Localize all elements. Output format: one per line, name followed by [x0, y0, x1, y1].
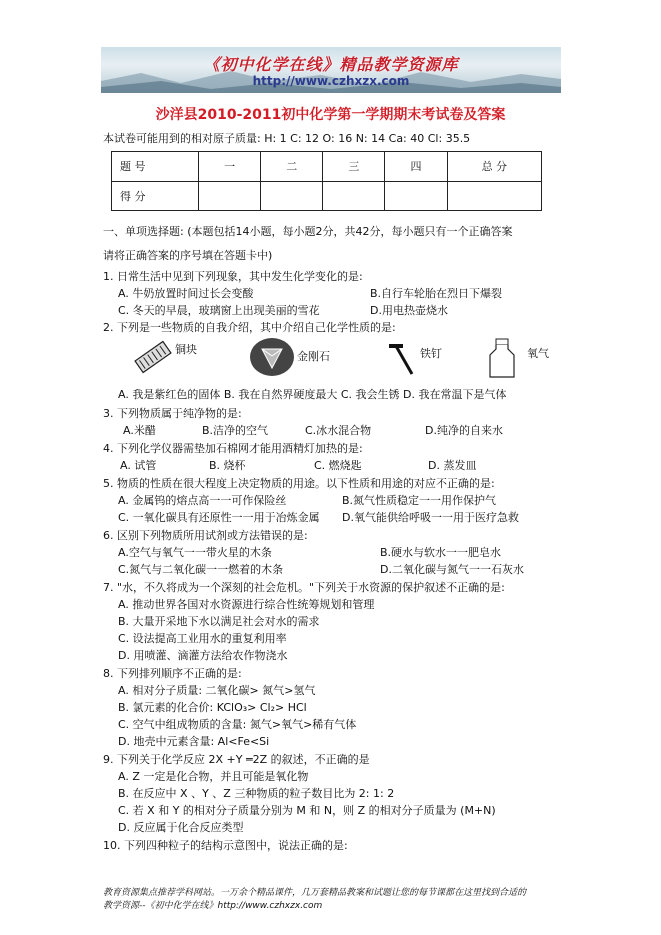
banner-url[interactable]: http://www.czhxzx.com	[252, 74, 410, 88]
iron-nail-image	[385, 338, 421, 378]
table-cell: 一	[199, 152, 261, 182]
oxygen-bottle-image	[487, 337, 517, 379]
q2-label-diamond: 金刚石	[297, 350, 330, 363]
q6-stem: 6. 区别下列物质所用试剂或方法错误的是:	[103, 529, 308, 542]
q4-stem: 4. 下列化学仪器需垫加石棉网才能用酒精灯加热的是:	[103, 442, 363, 455]
q8-option-c: C. 空气中组成物质的含量: 氮气>氧气>稀有气体	[118, 718, 357, 731]
copper-block-image	[130, 338, 176, 376]
q2-label-oxygen: 氧气	[527, 347, 549, 360]
q6-option-b: B.硬水与软水一一肥皂水	[380, 546, 502, 559]
table-cell: 总 分	[447, 152, 541, 182]
q2-label-nail: 铁钉	[420, 347, 442, 360]
header-banner	[101, 47, 561, 93]
q5-option-c: C. 一氧化碳具有还原性一一用于冶炼金属	[118, 511, 320, 524]
q9-option-a: A. Z 一定是化合物，并且可能是氧化物	[118, 770, 309, 783]
q8-option-a: A. 相对分子质量: 二氧化碳> 氮气>氢气	[118, 684, 316, 697]
q8-stem: 8. 下列排列顺序不正确的是:	[103, 667, 242, 680]
q8-option-d: D. 地壳中元素含量: Al<Fe<Si	[118, 735, 270, 748]
q7-option-a: A. 推动世界各国对水资源进行综合性统筹规划和管理	[118, 598, 375, 611]
q5-stem: 5. 物质的性质在很大程度上决定物质的用途。以下性质和用途的对应不正确的是:	[103, 477, 495, 490]
score-table	[111, 151, 542, 211]
footer-line-2[interactable]: 教学资源--《初中化学在线》http://www.czhxzx.com	[103, 901, 323, 911]
atomic-masses: 本试卷可能用到的相对原子质量: H: 1 C: 12 O: 16 N: 14 Ca: 40 Cl: 35.5	[103, 132, 471, 145]
q4-option-d: D. 蒸发皿	[428, 459, 477, 472]
diamond-image	[248, 336, 296, 378]
banner-title: 《初中化学在线》精品教学资源库	[203, 55, 459, 74]
score-input-cell[interactable]	[261, 181, 323, 211]
q6-option-c: C.氮气与二氧化碳一一燃着的木条	[118, 563, 284, 576]
q1-option-d: D.用电热壶烧水	[370, 304, 448, 317]
table-row	[112, 181, 542, 211]
q1-option-a: A. 牛奶放置时间过长会变酸	[118, 287, 254, 300]
table-cell: 二	[261, 152, 323, 182]
q1-option-c: C. 冬天的早晨，玻璃窗上出现美丽的雪花	[118, 304, 320, 317]
score-input-cell[interactable]	[323, 181, 385, 211]
q4-option-b: B. 烧杯	[209, 459, 246, 472]
q9-option-b: B. 在反应中 X 、Y 、Z 三种物质的粒子数目比为 2: 1: 2	[118, 787, 395, 800]
q6-option-a: A.空气与氧气一一带火星的木条	[118, 546, 272, 559]
q1-option-b: B.自行车轮胎在烈日下爆裂	[370, 287, 503, 300]
page-footer	[103, 887, 526, 913]
q4-option-c: C. 燃烧匙	[314, 459, 362, 472]
score-input-cell[interactable]	[199, 181, 261, 211]
q1-stem: 1. 日常生活中见到下列现象，其中发生化学变化的是:	[103, 270, 363, 283]
section-heading-cont: 请将正确答案的序号填在答题卡中)	[103, 249, 273, 262]
q3-option-a: A.米醋	[123, 424, 156, 437]
q3-option-c: C.冰水混合物	[305, 424, 372, 437]
q9-option-c: C. 若 X 和 Y 的相对分子质量分别为 M 和 N，则 Z 的相对分子质量为 (M+N)	[118, 804, 496, 817]
q9-option-d: D. 反应属于化合反应类型	[118, 821, 244, 834]
q7-option-b: B. 大量开采地下水以满足社会对水的需求	[118, 615, 320, 628]
table-cell: 四	[385, 152, 447, 182]
q6-option-d: D.二氧化碳与氮气一一石灰水	[380, 563, 524, 576]
q4-option-a: A. 试管	[120, 459, 157, 472]
table-cell: 三	[323, 152, 385, 182]
q3-option-b: B.洁净的空气	[202, 424, 269, 437]
q2-options: A. 我是紫红色的固体 B. 我在自然界硬度最大 C. 我会生锈 D. 我在常温下是气体	[118, 388, 507, 401]
q5-option-b: B.氮气性质稳定一一用作保护气	[342, 494, 497, 507]
table-cell: 得 分	[112, 181, 199, 211]
q3-option-d: D.纯净的自来水	[425, 424, 503, 437]
score-input-cell[interactable]	[385, 181, 447, 211]
q2-label-copper: 铜块	[175, 343, 197, 356]
q5-option-d: D.氧气能供给呼吸一一用于医疗急救	[342, 511, 519, 524]
table-row	[112, 152, 542, 182]
q9-stem: 9. 下列关于化学反应 2X +Y ═2Z 的叙述，不正确的是	[103, 753, 370, 766]
page-title: 沙洋县2010-2011初中化学第一学期期末考试卷及答案	[155, 107, 506, 123]
q2-stem: 2. 下列是一些物质的自我介绍，其中介绍自己化学性质的是:	[103, 321, 396, 334]
q5-option-a: A. 金属钨的熔点高一一可作保险丝	[118, 494, 287, 507]
q3-stem: 3. 下列物质属于纯净物的是:	[103, 407, 242, 420]
section-heading: 一、单项选择题: (本题包括14小题，每小题2分，共42分，每小题只有一个正确答案	[103, 225, 513, 238]
q7-stem: 7. "水，不久将成为一个深刻的社会危机。"下列关于水资源的保护叙述不正确的是:	[103, 581, 505, 594]
table-cell: 题 号	[112, 152, 199, 182]
q10-stem: 10. 下列四种粒子的结构示意图中，说法正确的是:	[103, 839, 348, 852]
score-input-cell[interactable]	[447, 181, 541, 211]
q8-option-b: B. 氯元素的化合价: KClO₃> Cl₂> HCl	[118, 701, 307, 714]
q7-option-c: C. 设法提高工业用水的重复利用率	[118, 632, 287, 645]
q7-option-d: D. 用喷灌、滴灌方法给农作物浇水	[118, 649, 288, 662]
footer-line-1: 教育资源集点推荐学科网站。一万余个精品课件，几万套精品教案和试题让您的每节课都在这里找到合适的	[103, 888, 527, 898]
